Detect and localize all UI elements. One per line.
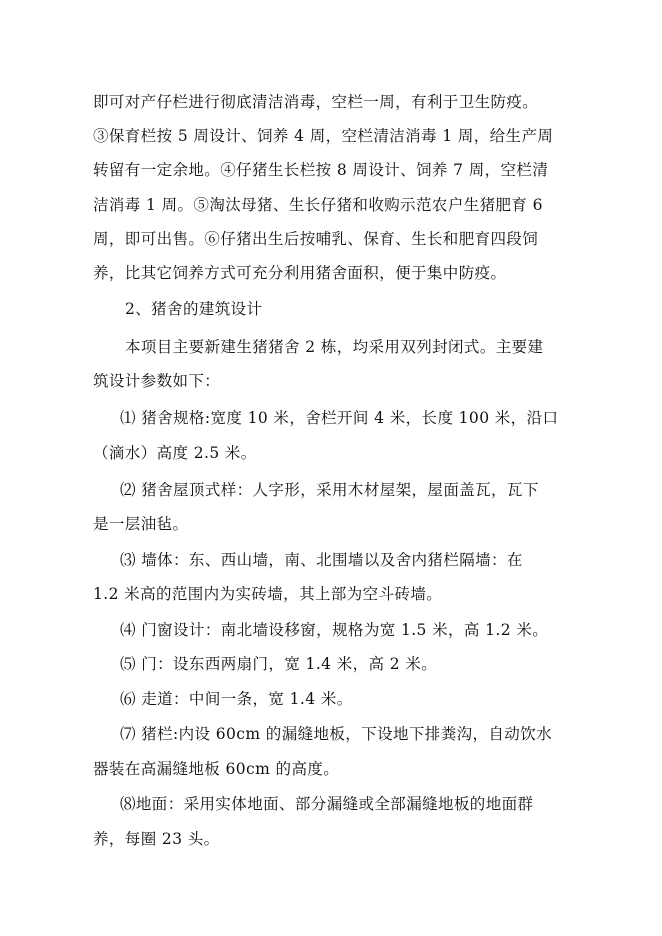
- paragraph-line: 周，即可出售。⑥仔猪出生后按哺乳、保育、生长和肥育四段饲: [93, 230, 539, 248]
- paragraph-line: ③保育栏按 5 周设计、饲养 4 周，空栏清洁消毒 1 周，给生产周: [93, 127, 554, 145]
- paragraph-line: 洁消毒 1 周。⑤淘汰母猪、生长仔猪和收购示范农户生猪肥育 6: [93, 196, 543, 214]
- list-item-line: （滴水）高度 2.5 米。: [93, 444, 257, 462]
- paragraph-line: 即可对产仔栏进行彻底清洁消毒，空栏一周，有利于卫生防疫。: [93, 93, 539, 111]
- section-heading: 2、猪舍的建筑设计: [125, 300, 263, 318]
- list-item-line: ⑷ 门窗设计：南北墙设移窗，规格为宽 1.5 米，高 1.2 米。: [120, 621, 549, 639]
- list-item-line: ⑵ 猪舍屋顶式样：人字形，采用木材屋架，屋面盖瓦，瓦下: [120, 481, 539, 499]
- list-item-line: ⑹ 走道：中间一条，宽 1.4 米。: [120, 690, 353, 708]
- list-item-line: 1.2 米高的范围内为实砖墙，其上部为空斗砖墙。: [93, 585, 443, 603]
- paragraph-line: 转留有一定余地。④仔猪生长栏按 8 周设计、饲养 7 周，空栏清: [93, 161, 549, 179]
- paragraph-line: 筑设计参数如下：: [93, 372, 221, 390]
- list-item-line: ⑺ 猪栏:内设 60cm 的漏缝地板，下设地下排粪沟，自动饮水: [120, 725, 553, 743]
- list-item-line: 是一层油毡。: [93, 515, 189, 533]
- paragraph-line: 本项目主要新建生猪猪舍 2 栋，均采用双列封闭式。主要建: [125, 338, 544, 356]
- list-item-line: ⑸ 门：设东西两扇门，宽 1.4 米，高 2 米。: [120, 655, 438, 673]
- list-item-line: ⑴ 猪舍规格:宽度 10 米，舍栏开间 4 米，长度 100 米，沿口: [120, 409, 559, 427]
- list-item-line: ⑶ 墙体：东、西山墙，南、北围墙以及舍内猪栏隔墙：在: [120, 551, 523, 569]
- list-item-line: 器装在高漏缝地板 60cm 的高度。: [93, 760, 340, 778]
- paragraph-line: 养，比其它饲养方式可充分利用猪舍面积，便于集中防疫。: [93, 264, 507, 282]
- list-item-line: ⑻地面：采用实体地面、部分漏缝或全部漏缝地板的地面群: [120, 795, 534, 813]
- list-item-line: 养，每圈 23 头。: [93, 830, 220, 848]
